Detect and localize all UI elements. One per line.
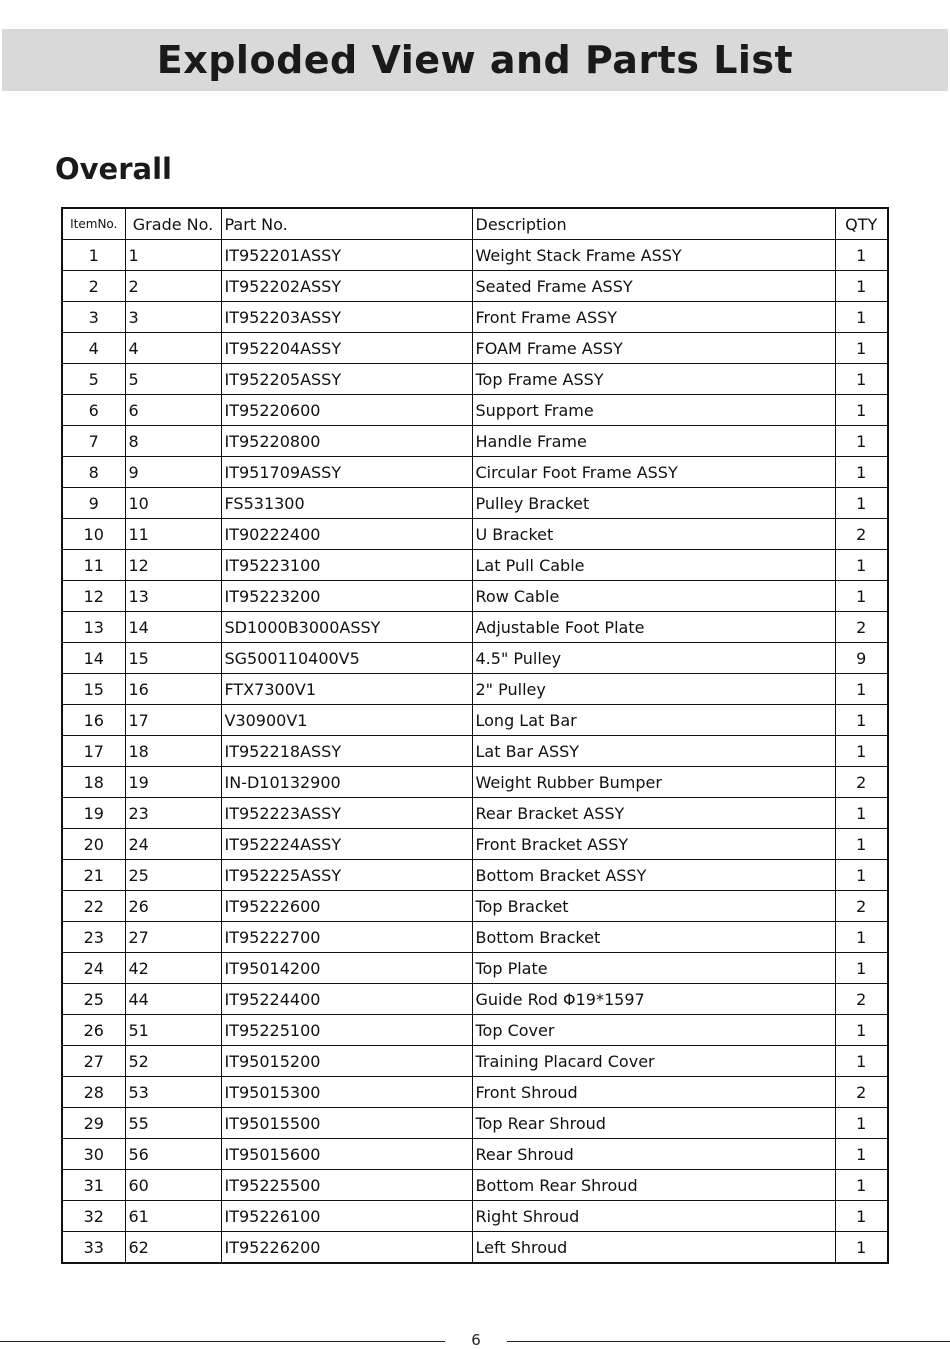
- cell-qty: 2: [835, 1077, 888, 1108]
- table-row: [62, 302, 888, 333]
- cell-item-no: 14: [62, 643, 125, 674]
- cell-qty: 1: [835, 953, 888, 984]
- cell-part-no: IT95222600: [221, 891, 472, 922]
- cell-item-no: 10: [62, 519, 125, 550]
- footer-rule-left: [0, 1341, 445, 1342]
- cell-qty: 1: [835, 550, 888, 581]
- table-row: [62, 1170, 888, 1201]
- cell-qty: 1: [835, 364, 888, 395]
- cell-part-no: IT95222700: [221, 922, 472, 953]
- cell-part-no: IT952201ASSY: [221, 240, 472, 271]
- cell-part-no: IT952203ASSY: [221, 302, 472, 333]
- table-row: [62, 767, 888, 798]
- title-banner: [2, 29, 948, 91]
- cell-description: Long Lat Bar: [472, 705, 835, 736]
- cell-qty: 1: [835, 488, 888, 519]
- cell-description: Right Shroud: [472, 1201, 835, 1232]
- cell-qty: 1: [835, 271, 888, 302]
- cell-item-no: 18: [62, 767, 125, 798]
- cell-part-no: IN-D10132900: [221, 767, 472, 798]
- cell-qty: 1: [835, 581, 888, 612]
- cell-description: Pulley Bracket: [472, 488, 835, 519]
- cell-description: Top Rear Shroud: [472, 1108, 835, 1139]
- cell-part-no: IT95223100: [221, 550, 472, 581]
- cell-part-no: SG500110400V5: [221, 643, 472, 674]
- table-row: [62, 1015, 888, 1046]
- table-row: [62, 1108, 888, 1139]
- cell-part-no: IT95225500: [221, 1170, 472, 1201]
- cell-part-no: IT95224400: [221, 984, 472, 1015]
- cell-grade-no: 51: [125, 1015, 221, 1046]
- parts-table-body: [62, 240, 888, 1264]
- header-item-no: ItemNo.: [62, 208, 125, 240]
- table-row: [62, 271, 888, 302]
- cell-part-no: SD1000B3000ASSY: [221, 612, 472, 643]
- table-row: [62, 488, 888, 519]
- cell-part-no: IT95015500: [221, 1108, 472, 1139]
- page-number: 6: [471, 1331, 481, 1349]
- cell-item-no: 1: [62, 240, 125, 271]
- cell-item-no: 8: [62, 457, 125, 488]
- parts-table: [61, 207, 889, 1264]
- cell-qty: 1: [835, 395, 888, 426]
- cell-grade-no: 56: [125, 1139, 221, 1170]
- cell-item-no: 26: [62, 1015, 125, 1046]
- cell-description: Front Bracket ASSY: [472, 829, 835, 860]
- table-row: [62, 612, 888, 643]
- cell-grade-no: 16: [125, 674, 221, 705]
- table-row: [62, 550, 888, 581]
- table-row: [62, 891, 888, 922]
- cell-description: Weight Rubber Bumper: [472, 767, 835, 798]
- cell-qty: 1: [835, 922, 888, 953]
- cell-grade-no: 8: [125, 426, 221, 457]
- cell-qty: 9: [835, 643, 888, 674]
- cell-part-no: IT90222400: [221, 519, 472, 550]
- cell-description: Top Frame ASSY: [472, 364, 835, 395]
- cell-grade-no: 2: [125, 271, 221, 302]
- cell-part-no: FS531300: [221, 488, 472, 519]
- cell-qty: 1: [835, 1015, 888, 1046]
- cell-grade-no: 52: [125, 1046, 221, 1077]
- cell-description: Lat Bar ASSY: [472, 736, 835, 767]
- cell-part-no: IT952223ASSY: [221, 798, 472, 829]
- cell-grade-no: 15: [125, 643, 221, 674]
- cell-grade-no: 60: [125, 1170, 221, 1201]
- cell-grade-no: 6: [125, 395, 221, 426]
- table-row: [62, 1232, 888, 1264]
- header-part-no: Part No.: [221, 208, 472, 240]
- cell-qty: 1: [835, 240, 888, 271]
- cell-description: Front Shroud: [472, 1077, 835, 1108]
- cell-qty: 1: [835, 333, 888, 364]
- cell-qty: 1: [835, 736, 888, 767]
- table-row: [62, 736, 888, 767]
- cell-qty: 2: [835, 984, 888, 1015]
- cell-part-no: IT952225ASSY: [221, 860, 472, 891]
- cell-part-no: IT952202ASSY: [221, 271, 472, 302]
- cell-qty: 2: [835, 891, 888, 922]
- cell-qty: 1: [835, 1108, 888, 1139]
- table-row: [62, 1077, 888, 1108]
- cell-qty: 1: [835, 1170, 888, 1201]
- cell-grade-no: 26: [125, 891, 221, 922]
- cell-part-no: IT95226100: [221, 1201, 472, 1232]
- table-row: [62, 426, 888, 457]
- cell-qty: 1: [835, 674, 888, 705]
- cell-grade-no: 42: [125, 953, 221, 984]
- cell-item-no: 4: [62, 333, 125, 364]
- table-row: [62, 643, 888, 674]
- header-qty: QTY: [835, 208, 888, 240]
- header-description: Description: [472, 208, 835, 240]
- header-grade-no: Grade No.: [125, 208, 221, 240]
- cell-description: Bottom Bracket: [472, 922, 835, 953]
- table-row: [62, 798, 888, 829]
- cell-item-no: 2: [62, 271, 125, 302]
- cell-item-no: 21: [62, 860, 125, 891]
- cell-part-no: IT952204ASSY: [221, 333, 472, 364]
- cell-part-no: IT95225100: [221, 1015, 472, 1046]
- cell-grade-no: 18: [125, 736, 221, 767]
- cell-grade-no: 12: [125, 550, 221, 581]
- cell-grade-no: 10: [125, 488, 221, 519]
- table-row: [62, 829, 888, 860]
- cell-qty: 1: [835, 1201, 888, 1232]
- cell-description: Lat Pull Cable: [472, 550, 835, 581]
- cell-description: Seated Frame ASSY: [472, 271, 835, 302]
- table-row: [62, 395, 888, 426]
- cell-description: Training Placard Cover: [472, 1046, 835, 1077]
- cell-description: Rear Shroud: [472, 1139, 835, 1170]
- cell-grade-no: 61: [125, 1201, 221, 1232]
- cell-grade-no: 24: [125, 829, 221, 860]
- table-row: [62, 1046, 888, 1077]
- cell-item-no: 27: [62, 1046, 125, 1077]
- cell-item-no: 20: [62, 829, 125, 860]
- page-title: Exploded View and Parts List: [156, 38, 794, 82]
- cell-item-no: 32: [62, 1201, 125, 1232]
- cell-qty: 1: [835, 1046, 888, 1077]
- cell-part-no: IT95014200: [221, 953, 472, 984]
- cell-item-no: 5: [62, 364, 125, 395]
- cell-qty: 1: [835, 302, 888, 333]
- cell-grade-no: 62: [125, 1232, 221, 1264]
- cell-item-no: 15: [62, 674, 125, 705]
- cell-grade-no: 44: [125, 984, 221, 1015]
- cell-item-no: 9: [62, 488, 125, 519]
- cell-description: Adjustable Foot Plate: [472, 612, 835, 643]
- cell-part-no: IT952218ASSY: [221, 736, 472, 767]
- section-title: Overall: [55, 152, 172, 186]
- cell-description: Weight Stack Frame ASSY: [472, 240, 835, 271]
- table-row: [62, 457, 888, 488]
- cell-qty: 2: [835, 519, 888, 550]
- cell-qty: 1: [835, 426, 888, 457]
- table-row: [62, 364, 888, 395]
- cell-item-no: 6: [62, 395, 125, 426]
- cell-qty: 1: [835, 860, 888, 891]
- table-row: [62, 953, 888, 984]
- cell-description: Rear Bracket ASSY: [472, 798, 835, 829]
- cell-grade-no: 4: [125, 333, 221, 364]
- table-row: [62, 1201, 888, 1232]
- cell-qty: 1: [835, 705, 888, 736]
- table-row: [62, 240, 888, 271]
- cell-qty: 1: [835, 1139, 888, 1170]
- table-row: [62, 860, 888, 891]
- cell-grade-no: 3: [125, 302, 221, 333]
- cell-grade-no: 11: [125, 519, 221, 550]
- cell-qty: 1: [835, 798, 888, 829]
- cell-grade-no: 5: [125, 364, 221, 395]
- table-row: [62, 519, 888, 550]
- cell-part-no: IT95015300: [221, 1077, 472, 1108]
- cell-part-no: IT95015600: [221, 1139, 472, 1170]
- cell-item-no: 17: [62, 736, 125, 767]
- cell-part-no: FTX7300V1: [221, 674, 472, 705]
- cell-part-no: IT95220600: [221, 395, 472, 426]
- table-row: [62, 581, 888, 612]
- cell-part-no: IT95015200: [221, 1046, 472, 1077]
- cell-item-no: 22: [62, 891, 125, 922]
- footer-rule-right: [507, 1341, 950, 1342]
- cell-part-no: IT952205ASSY: [221, 364, 472, 395]
- table-row: [62, 1139, 888, 1170]
- cell-description: Row Cable: [472, 581, 835, 612]
- cell-description: Front Frame ASSY: [472, 302, 835, 333]
- cell-description: U Bracket: [472, 519, 835, 550]
- cell-part-no: IT95226200: [221, 1232, 472, 1264]
- cell-item-no: 29: [62, 1108, 125, 1139]
- cell-description: Guide Rod Φ19*1597: [472, 984, 835, 1015]
- cell-item-no: 25: [62, 984, 125, 1015]
- cell-description: Left Shroud: [472, 1232, 835, 1264]
- cell-grade-no: 14: [125, 612, 221, 643]
- cell-item-no: 33: [62, 1232, 125, 1264]
- cell-grade-no: 55: [125, 1108, 221, 1139]
- cell-qty: 1: [835, 1232, 888, 1264]
- cell-grade-no: 25: [125, 860, 221, 891]
- cell-qty: 1: [835, 829, 888, 860]
- cell-description: Top Cover: [472, 1015, 835, 1046]
- cell-qty: 2: [835, 612, 888, 643]
- table-row: [62, 922, 888, 953]
- cell-item-no: 24: [62, 953, 125, 984]
- table-row: [62, 674, 888, 705]
- cell-qty: 2: [835, 767, 888, 798]
- cell-part-no: V30900V1: [221, 705, 472, 736]
- cell-description: Support Frame: [472, 395, 835, 426]
- cell-qty: 1: [835, 457, 888, 488]
- cell-grade-no: 27: [125, 922, 221, 953]
- table-row: [62, 984, 888, 1015]
- cell-item-no: 7: [62, 426, 125, 457]
- cell-description: 2" Pulley: [472, 674, 835, 705]
- cell-part-no: IT95223200: [221, 581, 472, 612]
- cell-description: Bottom Rear Shroud: [472, 1170, 835, 1201]
- cell-grade-no: 1: [125, 240, 221, 271]
- cell-item-no: 13: [62, 612, 125, 643]
- cell-description: Top Bracket: [472, 891, 835, 922]
- table-header-row: [62, 208, 888, 240]
- cell-grade-no: 9: [125, 457, 221, 488]
- cell-grade-no: 53: [125, 1077, 221, 1108]
- cell-item-no: 19: [62, 798, 125, 829]
- cell-grade-no: 13: [125, 581, 221, 612]
- cell-item-no: 23: [62, 922, 125, 953]
- cell-item-no: 3: [62, 302, 125, 333]
- cell-description: Top Plate: [472, 953, 835, 984]
- cell-item-no: 30: [62, 1139, 125, 1170]
- cell-description: FOAM Frame ASSY: [472, 333, 835, 364]
- cell-description: 4.5" Pulley: [472, 643, 835, 674]
- cell-description: Bottom Bracket ASSY: [472, 860, 835, 891]
- table-row: [62, 705, 888, 736]
- cell-part-no: IT952224ASSY: [221, 829, 472, 860]
- cell-item-no: 28: [62, 1077, 125, 1108]
- cell-item-no: 11: [62, 550, 125, 581]
- cell-description: Handle Frame: [472, 426, 835, 457]
- cell-part-no: IT951709ASSY: [221, 457, 472, 488]
- cell-item-no: 12: [62, 581, 125, 612]
- cell-part-no: IT95220800: [221, 426, 472, 457]
- cell-item-no: 31: [62, 1170, 125, 1201]
- cell-grade-no: 23: [125, 798, 221, 829]
- cell-item-no: 16: [62, 705, 125, 736]
- cell-description: Circular Foot Frame ASSY: [472, 457, 835, 488]
- table-row: [62, 333, 888, 364]
- cell-grade-no: 19: [125, 767, 221, 798]
- cell-grade-no: 17: [125, 705, 221, 736]
